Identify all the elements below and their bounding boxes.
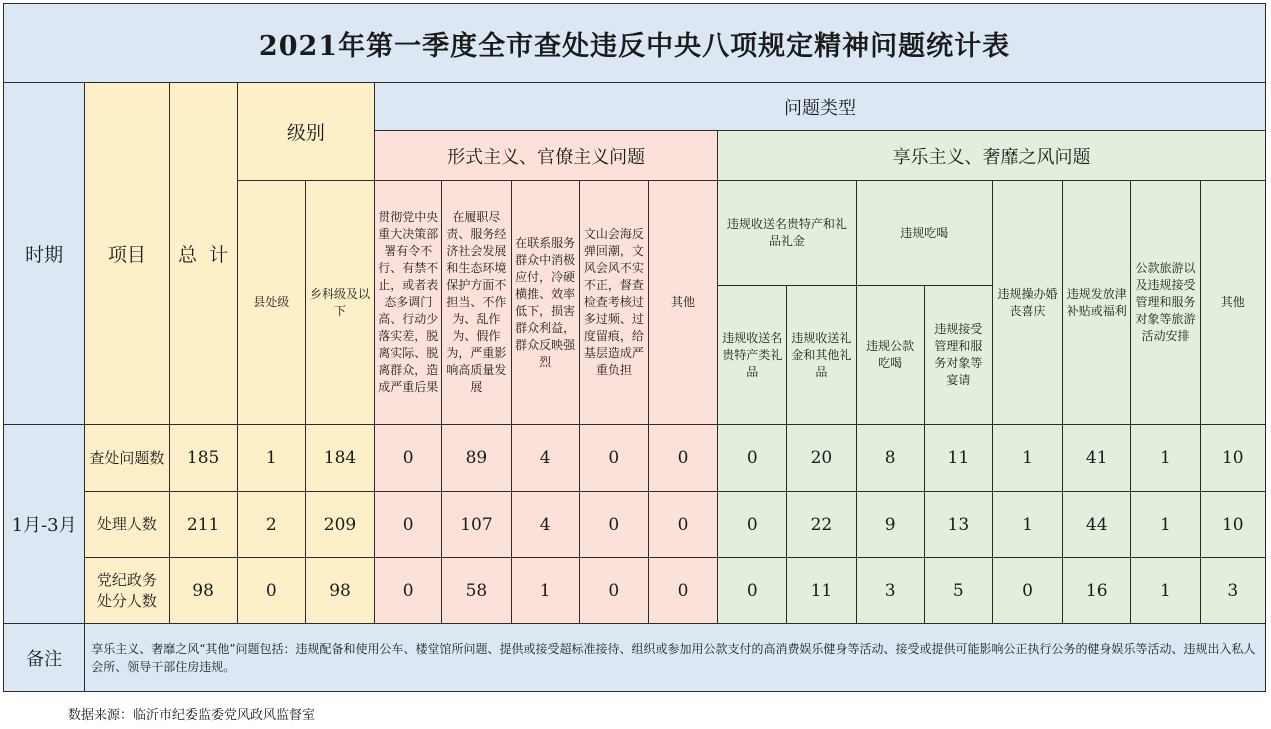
header-total: 总 计 [169, 83, 237, 425]
header-formalism-col: 在履职尽责、服务经济社会发展和生态环境保护方面不担当、不作为、乱作为、假作为，严重影响高质量发展 [442, 181, 511, 425]
period-cell: 1月-3月 [4, 425, 85, 624]
header-gift-sub: 违规收送名贵特产类礼品 [718, 286, 787, 425]
value-cell: 1 [1131, 492, 1200, 558]
header-county-level: 县处级 [237, 181, 305, 425]
value-cell: 0 [375, 425, 442, 492]
value-cell: 5 [924, 558, 992, 624]
statistics-table [3, 3, 1266, 692]
header-item: 项目 [85, 83, 169, 425]
value-cell: 11 [924, 425, 992, 492]
value-cell: 13 [924, 492, 992, 558]
value-cell: 98 [169, 558, 237, 624]
table-row [4, 558, 1266, 624]
value-cell: 41 [1063, 425, 1131, 492]
header-eat-group: 违规吃喝 [856, 181, 992, 286]
value-cell: 2 [237, 492, 305, 558]
value-cell: 22 [787, 492, 856, 558]
value-cell: 0 [718, 558, 787, 624]
page-title: 2021年第一季度全市查处违反中央八项规定精神问题统计表 [4, 4, 1266, 83]
value-cell: 0 [579, 492, 648, 558]
value-cell: 9 [856, 492, 924, 558]
table-row [4, 492, 1266, 558]
table-row [4, 425, 1266, 492]
value-cell: 0 [648, 425, 717, 492]
value-cell: 58 [442, 558, 511, 624]
value-cell: 1 [237, 425, 305, 492]
value-cell: 209 [305, 492, 374, 558]
value-cell: 184 [305, 425, 374, 492]
header-formalism-col: 贯彻党中央重大决策部署有令不行、有禁不止，或者表态多调门高、行动少落实差，脱离实际、脱离群众，造成严重后果 [375, 181, 442, 425]
value-cell: 3 [856, 558, 924, 624]
header-formalism-group: 形式主义、官僚主义问题 [375, 131, 718, 181]
header-eat-sub: 违规接受管理和服务对象等宴请 [924, 286, 992, 425]
value-cell: 0 [375, 492, 442, 558]
value-cell: 98 [305, 558, 374, 624]
value-cell: 0 [718, 492, 787, 558]
note-text: 享乐主义、奢靡之风“其他”问题包括：违规配备和使用公车、楼堂馆所问题、提供或接受超标准接待、组织或参加用公款支付的高消费娱乐健身等活动、接受或提供可能影响公正执行公务的健身娱乐等活动、违规出入私人会所、领导干部住房违规。 [85, 624, 1266, 692]
value-cell: 1 [1131, 558, 1200, 624]
value-cell: 10 [1200, 425, 1265, 492]
value-cell: 107 [442, 492, 511, 558]
value-cell: 0 [237, 558, 305, 624]
value-cell: 0 [992, 558, 1062, 624]
header-formalism-col: 其他 [648, 181, 717, 425]
value-cell: 3 [1200, 558, 1265, 624]
value-cell: 44 [1063, 492, 1131, 558]
value-cell: 0 [648, 492, 717, 558]
header-formalism-col: 在联系服务群众中消极应付，冷硬横推、效率低下，损害群众利益，群众反映强烈 [511, 181, 579, 425]
value-cell: 16 [1063, 558, 1131, 624]
row-label: 处理人数 [85, 492, 169, 558]
row-label: 党纪政务处分人数 [85, 558, 169, 624]
header-township-level: 乡科级及以下 [305, 181, 374, 425]
value-cell: 4 [511, 425, 579, 492]
header-level: 级别 [237, 83, 374, 181]
value-cell: 20 [787, 425, 856, 492]
header-subsidy: 违规发放津补贴或福利 [1063, 181, 1131, 425]
value-cell: 0 [579, 558, 648, 624]
value-cell: 0 [579, 425, 648, 492]
value-cell: 211 [169, 492, 237, 558]
header-wedding: 违规操办婚丧喜庆 [992, 181, 1062, 425]
header-formalism-col: 文山会海反弹回潮，文风会风不实不正，督查检查考核过多过频、过度留痕，给基层造成严重负担 [579, 181, 648, 425]
value-cell: 89 [442, 425, 511, 492]
value-cell: 1 [511, 558, 579, 624]
header-other: 其他 [1200, 181, 1265, 425]
value-cell: 0 [375, 558, 442, 624]
value-cell: 0 [648, 558, 717, 624]
value-cell: 4 [511, 492, 579, 558]
header-eat-sub: 违规公款吃喝 [856, 286, 924, 425]
value-cell: 1 [1131, 425, 1200, 492]
header-problem-type: 问题类型 [375, 83, 1266, 131]
header-gift-sub: 违规收送礼金和其他礼品 [787, 286, 856, 425]
value-cell: 185 [169, 425, 237, 492]
value-cell: 8 [856, 425, 924, 492]
value-cell: 0 [718, 425, 787, 492]
value-cell: 1 [992, 425, 1062, 492]
value-cell: 11 [787, 558, 856, 624]
note-label: 备注 [4, 624, 85, 692]
data-source: 数据来源：临沂市纪委监委党风政风监督室 [68, 708, 316, 723]
header-travel: 公款旅游以及违规接受管理和服务对象等旅游活动安排 [1131, 181, 1200, 425]
header-hedonism-group: 享乐主义、奢靡之风问题 [718, 131, 1266, 181]
stat-table-frame [3, 3, 1266, 693]
row-label: 查处问题数 [85, 425, 169, 492]
header-gift-group: 违规收送名贵特产和礼品礼金 [718, 181, 856, 286]
header-period: 时期 [4, 83, 85, 425]
value-cell: 1 [992, 492, 1062, 558]
value-cell: 10 [1200, 492, 1265, 558]
